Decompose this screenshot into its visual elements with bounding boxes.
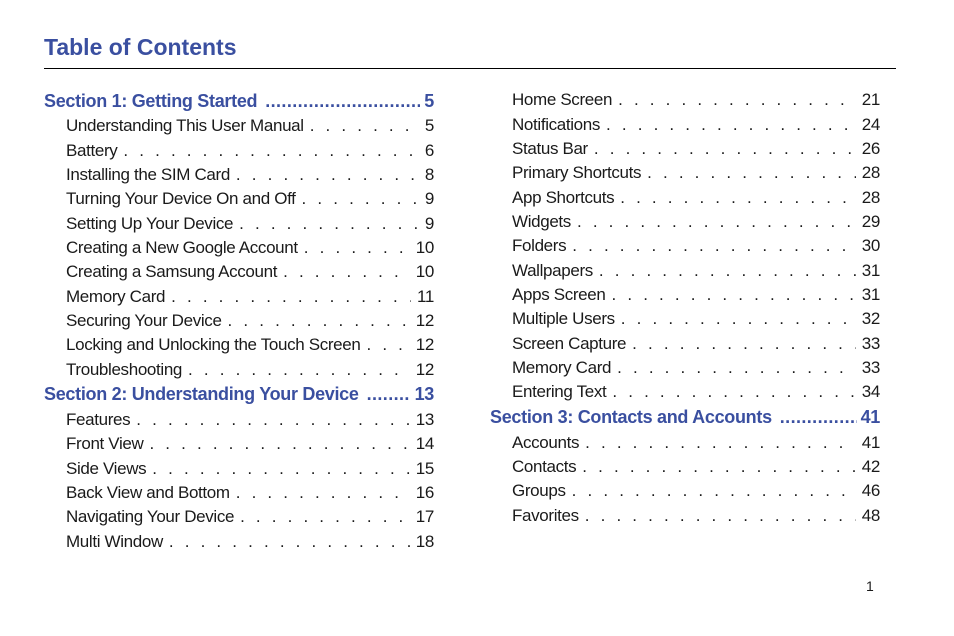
toc-entry[interactable]: [44, 114, 434, 138]
toc-entry-page: 13: [415, 409, 434, 429]
toc-entry-label: Contacts: [512, 456, 577, 476]
toc-entry-label: Favorites: [512, 505, 579, 525]
dot-leader: [366, 335, 409, 355]
toc-entry[interactable]: [44, 432, 434, 456]
toc-entry-page: 24: [861, 114, 880, 134]
toc-entry-page: 12: [415, 310, 434, 330]
toc-entry[interactable]: [44, 211, 434, 235]
toc-entry-page: 5: [424, 90, 434, 111]
toc-entry-label: App Shortcuts: [512, 187, 615, 207]
toc-entry-label: Installing the SIM Card: [66, 164, 230, 184]
toc-entry-label: Widgets: [512, 211, 571, 231]
toc-entry-page: 41: [860, 406, 880, 427]
toc-entry[interactable]: [44, 333, 434, 357]
toc-entry-page: 31: [861, 260, 880, 280]
toc-entry-page: 28: [861, 163, 880, 183]
toc-entry-page: 11: [417, 286, 434, 306]
dot-leader: [152, 459, 409, 479]
toc-entry[interactable]: [44, 530, 434, 554]
dot-leader: [620, 188, 856, 208]
toc-entry-page: 31: [861, 284, 880, 304]
toc-entry-label: Navigating Your Device: [66, 507, 235, 527]
toc-section-entry[interactable]: [44, 88, 434, 114]
toc-entry-page: 48: [861, 505, 880, 525]
toc-entry[interactable]: [44, 505, 434, 529]
toc-entry[interactable]: [490, 185, 880, 209]
dot-leader: [304, 238, 410, 258]
toc-entry-label: Apps Screen: [512, 284, 606, 304]
dot-leader: [188, 360, 410, 380]
dot-leader: [780, 407, 857, 428]
dot-leader: [123, 141, 418, 161]
toc-entry-page: 13: [414, 384, 434, 405]
toc-entry-page: 26: [861, 138, 880, 158]
toc-entry-label: Memory Card: [66, 286, 166, 306]
toc-entry[interactable]: [490, 504, 880, 528]
toc-entry[interactable]: [44, 236, 434, 260]
toc-entry[interactable]: [490, 112, 880, 136]
toc-entry-label: Multiple Users: [512, 309, 615, 329]
toc-entry-page: 9: [424, 213, 434, 233]
dot-leader: [618, 90, 856, 110]
toc-entry-label: Back View and Bottom: [66, 482, 230, 502]
dot-leader: [310, 116, 419, 136]
toc-entry-page: 33: [861, 333, 880, 353]
dot-leader: [585, 433, 856, 453]
toc-entry-label: Features: [66, 409, 131, 429]
dot-leader: [612, 382, 855, 402]
toc-entry-label: Status Bar: [512, 138, 588, 158]
toc-entry-page: 46: [861, 481, 880, 501]
dot-leader: [171, 287, 411, 307]
toc-entry-page: 29: [861, 211, 880, 231]
toc-entry-page: 10: [415, 262, 434, 282]
dot-leader: [647, 163, 856, 183]
toc-entry[interactable]: [490, 380, 880, 404]
toc-entry-label: Creating a New Google Account: [66, 237, 298, 257]
toc-entry-page: 21: [861, 90, 880, 110]
toc-entry-page: 33: [861, 357, 880, 377]
dot-leader: [577, 212, 856, 232]
toc-entry-page: 10: [415, 237, 434, 257]
toc-entry[interactable]: [490, 210, 880, 234]
toc-entry[interactable]: [44, 309, 434, 333]
toc-entry-page: 32: [861, 309, 880, 329]
toc-entry-label: Primary Shortcuts: [512, 163, 642, 183]
toc-entry-label: Home Screen: [512, 90, 613, 110]
toc-column-right: [490, 88, 880, 528]
dot-leader: [632, 334, 856, 354]
dot-leader: [239, 214, 419, 234]
dot-leader: [265, 91, 420, 112]
toc-entry-label: Accounts: [512, 432, 580, 452]
toc-entry-label: Front View: [66, 434, 144, 454]
toc-entry-page: 12: [415, 335, 434, 355]
toc-entry-page: 18: [415, 531, 434, 551]
dot-leader: [240, 507, 410, 527]
toc-entry-label: Groups: [512, 481, 566, 501]
toc-entry-label: Troubleshooting: [66, 359, 183, 379]
toc-entry-page: 9: [424, 189, 434, 209]
toc-entry-page: 30: [861, 236, 880, 256]
dot-leader: [599, 261, 856, 281]
toc-entry-label: Wallpapers: [512, 260, 593, 280]
toc-entry-page: 34: [861, 382, 880, 402]
toc-entry-label: Section 2: Understanding Your Device: [44, 384, 359, 405]
dot-leader: [149, 434, 409, 454]
title-divider: [44, 68, 896, 69]
toc-entry[interactable]: [490, 161, 880, 185]
dot-leader: [283, 262, 410, 282]
toc-entry[interactable]: [490, 88, 880, 112]
toc-entry[interactable]: [490, 258, 880, 282]
toc-entry-label: Understanding This User Manual: [66, 116, 304, 136]
dot-leader: [302, 189, 419, 209]
dot-leader: [236, 483, 410, 503]
toc-entry-page: 42: [861, 456, 880, 476]
dot-leader: [606, 115, 856, 135]
toc-entry[interactable]: [490, 234, 880, 258]
toc-entry[interactable]: [490, 331, 880, 355]
dot-leader: [572, 236, 856, 256]
toc-entry-label: Screen Capture: [512, 333, 627, 353]
toc-entry[interactable]: [44, 481, 434, 505]
toc-entry-label: Notifications: [512, 114, 601, 134]
toc-entry[interactable]: [490, 455, 880, 479]
toc-entry-label: Setting Up Your Device: [66, 213, 234, 233]
toc-entry[interactable]: [44, 408, 434, 432]
dot-leader: [612, 285, 856, 305]
toc-entry[interactable]: [490, 307, 880, 331]
toc-entry[interactable]: [44, 357, 434, 381]
dot-leader: [617, 358, 856, 378]
toc-entry-page: 17: [415, 507, 434, 527]
toc-entry[interactable]: [490, 430, 880, 454]
toc-entry[interactable]: [44, 163, 434, 187]
dot-leader: [621, 309, 856, 329]
toc-entry-page: 5: [424, 116, 434, 136]
toc-entry-label: Turning Your Device On and Off: [66, 189, 296, 209]
dot-leader: [136, 410, 409, 430]
toc-entry[interactable]: [44, 260, 434, 284]
toc-entry-page: 16: [415, 482, 434, 502]
toc-entry-page: 12: [415, 359, 434, 379]
dot-leader: [169, 532, 410, 552]
dot-leader: [228, 311, 410, 331]
toc-entry-label: Locking and Unlocking the Touch Screen: [66, 335, 361, 355]
toc-entry-label: Entering Text: [512, 382, 607, 402]
toc-entry-page: 14: [415, 434, 434, 454]
toc-entry-label: Section 1: Getting Started: [44, 90, 258, 111]
toc-section-entry[interactable]: [490, 404, 880, 430]
toc-entry[interactable]: [44, 456, 434, 480]
toc-entry-label: Folders: [512, 236, 567, 256]
toc-entry-page: 28: [861, 187, 880, 207]
toc-entry[interactable]: [490, 479, 880, 503]
toc-entry[interactable]: [490, 283, 880, 307]
toc-entry[interactable]: [490, 356, 880, 380]
toc-entry-page: 8: [424, 164, 434, 184]
dot-leader: [594, 139, 856, 159]
toc-entry-label: Battery: [66, 140, 118, 160]
toc-entry-page: 15: [415, 458, 434, 478]
toc-entry[interactable]: [44, 138, 434, 162]
dot-leader: [367, 384, 411, 405]
dot-leader: [572, 481, 856, 501]
toc-entry[interactable]: [44, 187, 434, 211]
page-title: Table of Contents: [44, 34, 237, 60]
toc-entry-label: Section 3: Contacts and Accounts: [490, 406, 772, 427]
toc-entry-label: Multi Window: [66, 531, 163, 551]
dot-leader: [236, 165, 419, 185]
page-number: 1: [866, 578, 874, 594]
toc-entry[interactable]: [44, 284, 434, 308]
dot-leader: [585, 506, 856, 526]
toc-entry-label: Memory Card: [512, 357, 612, 377]
toc-section-entry[interactable]: [44, 382, 434, 408]
toc-entry-page: 41: [861, 432, 880, 452]
toc-entry-label: Creating a Samsung Account: [66, 262, 278, 282]
toc-column-left: [44, 88, 434, 554]
toc-entry-label: Securing Your Device: [66, 310, 222, 330]
toc-entry-label: Side Views: [66, 458, 147, 478]
dot-leader: [582, 457, 855, 477]
toc-entry[interactable]: [490, 137, 880, 161]
toc-entry-page: 6: [424, 140, 434, 160]
